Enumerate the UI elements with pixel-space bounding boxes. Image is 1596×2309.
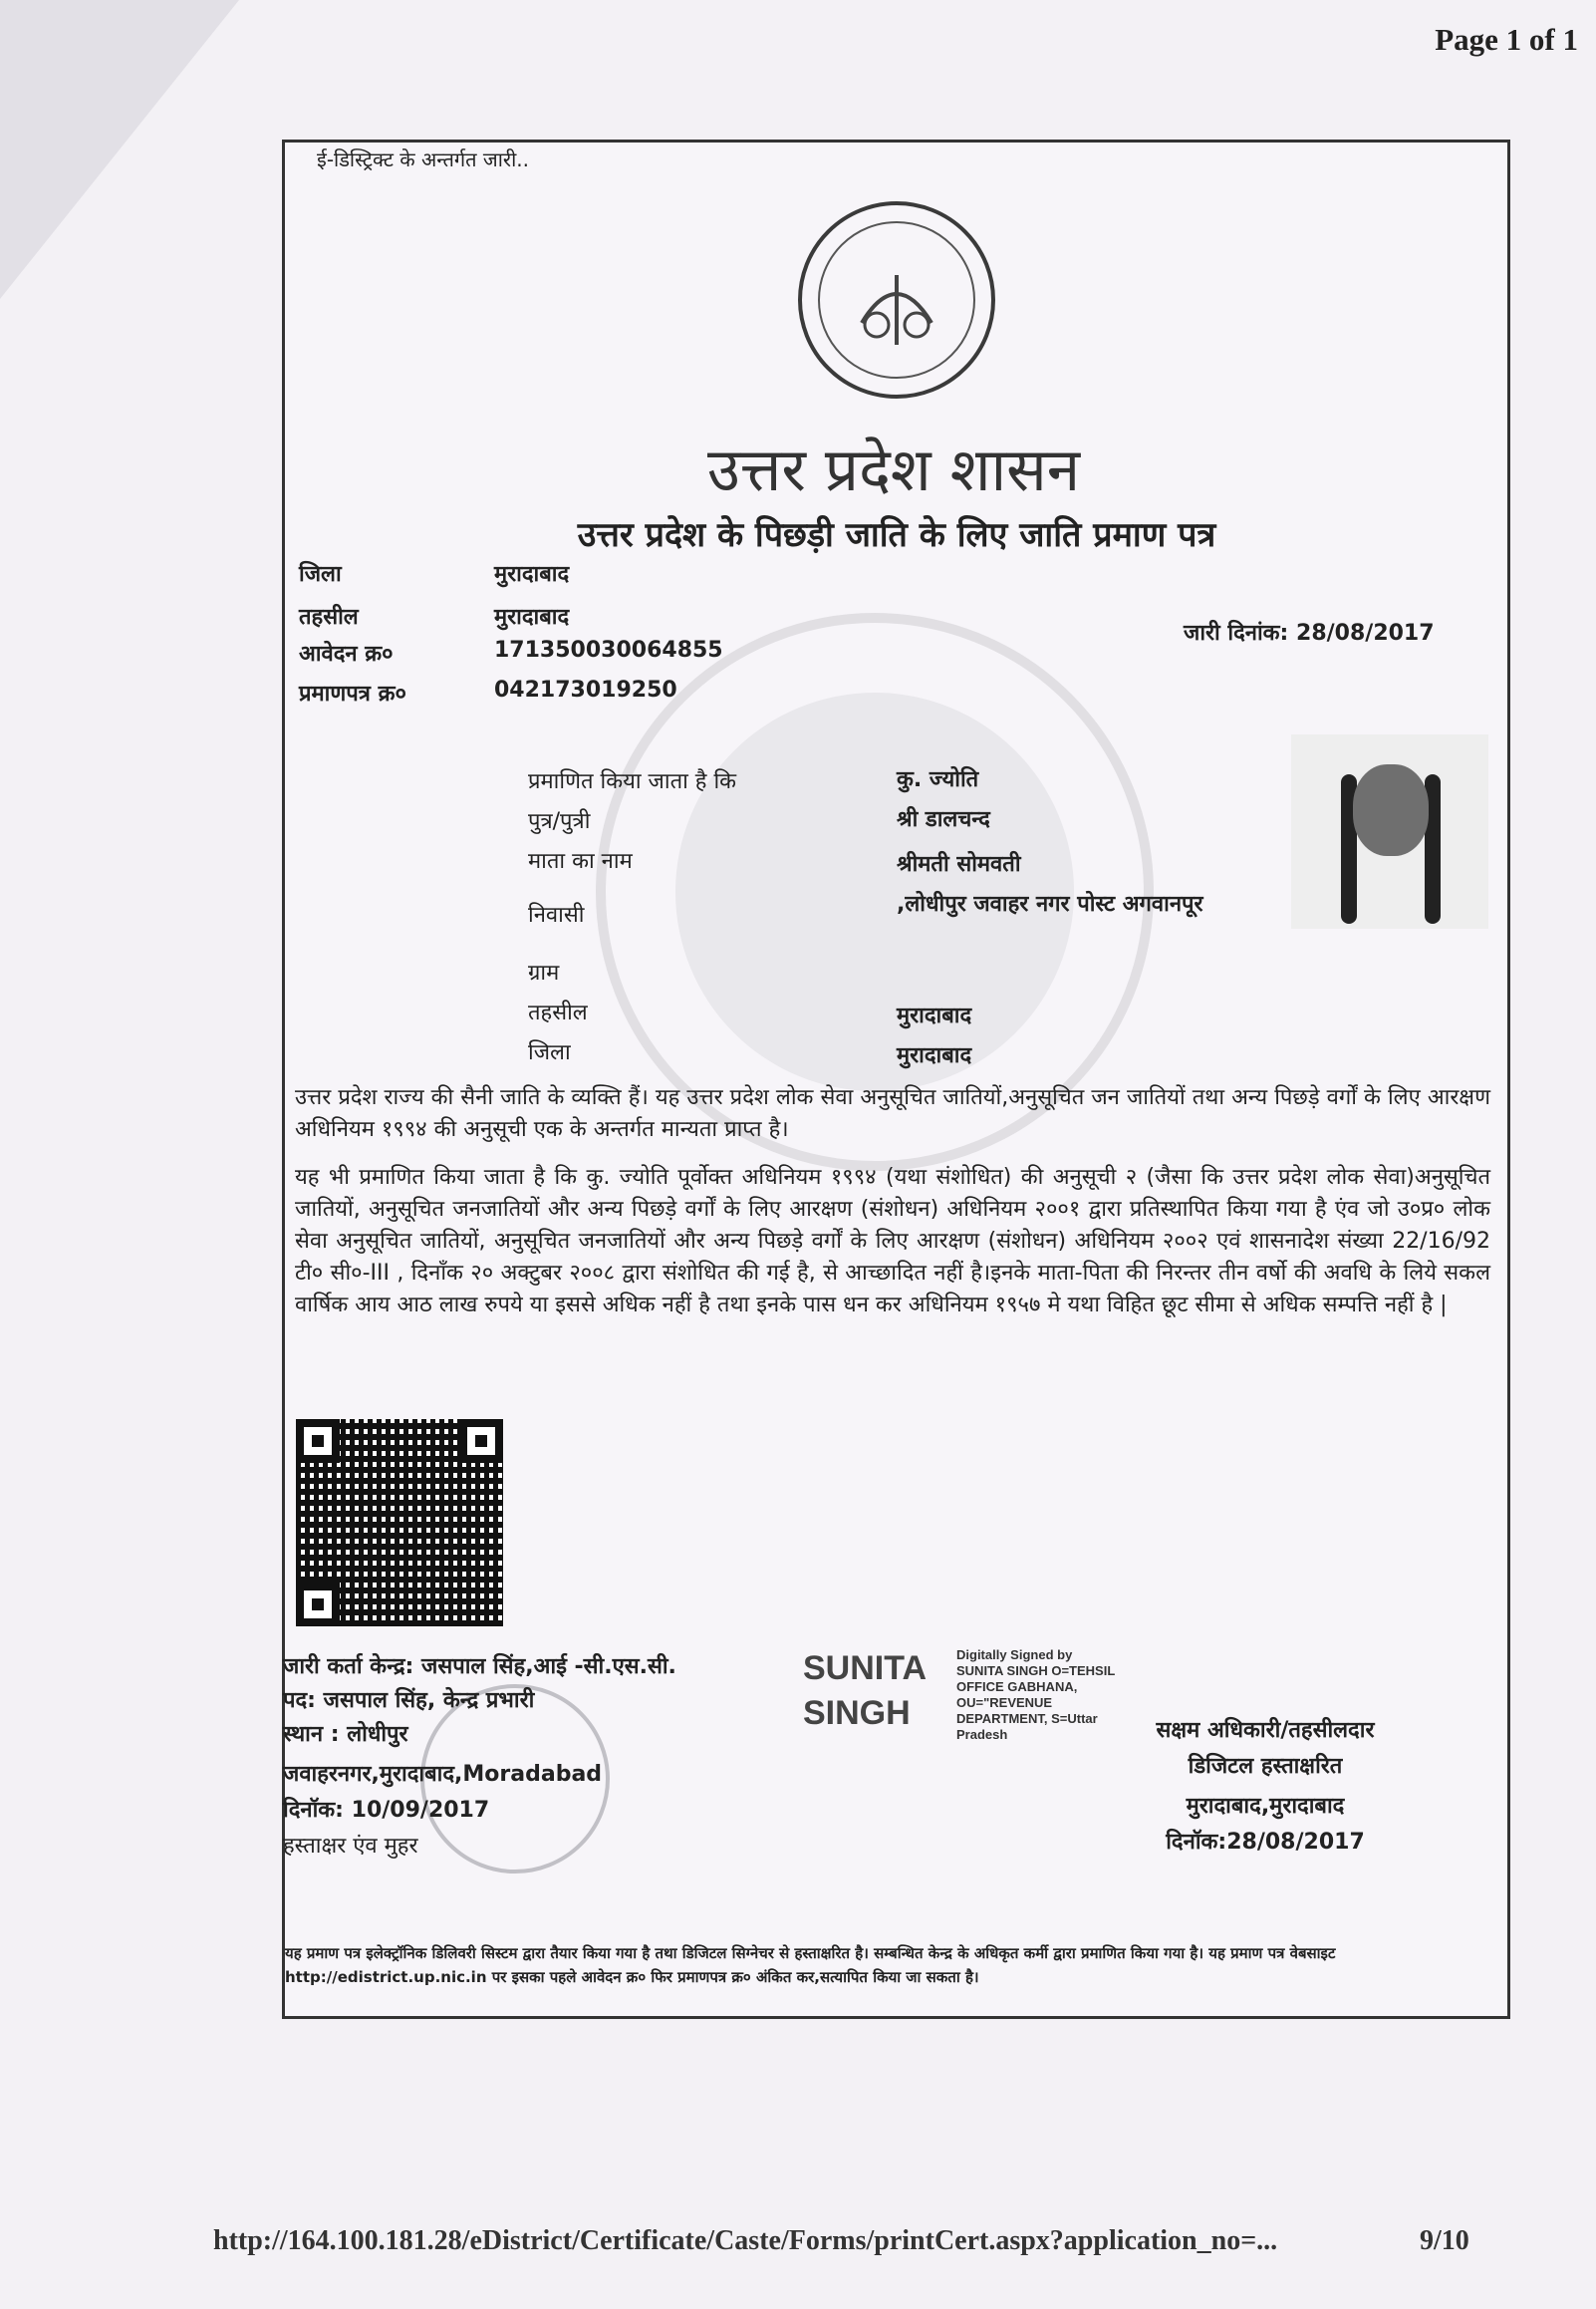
detail-label-district: जिला <box>528 1040 571 1065</box>
issuer-place: स्थान : लोधीपुर <box>283 1722 408 1747</box>
detail-value-father: श्री डालचन्द <box>897 807 990 832</box>
footer-verification-note: यह प्रमाण पत्र इलेक्ट्रॉनिक डिलिवरी सिस्टम द्वारा तैयार किया गया है तथा डिजिटल सिग्नेचर से हस्ताक्षरित है। सम्बन्धित केन्द्र के अधिकृत कर्मी द्वारा प्रमाणित किया गया है। यह प्रमाण पत्र वेबसाइट http://edistrict.up.nic.in पर इसका पहले आवेदन क्र० फिर प्रमाणपत्र क्र० अंकित कर,सत्यापित किया जा सकता है। <box>285 1944 1336 1986</box>
issuer-center: जारी कर्ता केन्द्र: जसपाल सिंह,आई -सी.एस.सी. <box>283 1654 676 1679</box>
detail-value-district: मुरादाबाद <box>897 1043 972 1068</box>
detail-value-address: ,लोधीपुर जवाहर नगर पोस्ट अगवानपूर <box>897 892 1203 917</box>
print-url: http://164.100.181.28/eDistrict/Certificate/Caste/Forms/printCert.aspx?application_no=... <box>213 2225 1278 2256</box>
authority-title: सक्षम अधिकारी/तहसीलदार <box>1156 1718 1375 1743</box>
detail-label-resident: निवासी <box>528 903 585 928</box>
issued-under-text: ई-डिस्ट्रिक्ट के अन्तर्गत जारी.. <box>317 147 529 171</box>
issuer-address: जवाहरनगर,मुरादाबाद,Moradabad <box>283 1762 603 1787</box>
issue-date: जारी दिनांक: 28/08/2017 <box>1184 621 1435 646</box>
certification-paragraph: यह भी प्रमाणित किया जाता है कि कु. ज्योति पूर्वोक्त अधिनियम १९९४ (यथा संशोधित) की अनुसूची २ (जैसा कि उत्तर प्रदेश लोक सेवा)अनुसूचित जातियों, अनुसूचित जनजातियों और अन्य पिछड़े वर्गों के लिए आरक्षण (संशोधन) अधिनियम २००१ द्वारा प्रतिस्थापित किया गया है एंव जो उ०प्र० लोक सेवा अनुसूचित जातियों, अनुसूचित जनजातियों और अन्य पिछड़े वर्गों के लिए आरक्षण (संशोधन) अधिनियम २००२ एवं शासनादेश संख्या 22/16/92 टी० सी०-III , दिनाँक २० अक्टुबर २००८ द्वारा संशोधित की गई है, से आच्छादित नहीं है।इनके माता-पिता की निरन्तर तीन वर्षो की अवधि के लिये सकल वार्षिक आय आठ लाख रुपये या इससे अधिक नहीं है तथा इनके पास धन कर अधिनियम १९५७ मे यथा विहित छूट सीमा से अधिक सम्पत्ति नहीं है | <box>295 1165 1490 1317</box>
detail-label-village: ग्राम <box>528 961 560 986</box>
meta-label-district: जिला <box>299 562 342 587</box>
detail-value-name: कु. ज्योति <box>897 767 979 792</box>
issuer-designation: पद: जसपाल सिंह, केन्द्र प्रभारी <box>283 1688 535 1713</box>
applicant-photo <box>1291 734 1488 929</box>
meta-value-certificate-no: 042173019250 <box>494 678 677 703</box>
detail-label-mother: माता का नाम <box>528 849 633 874</box>
authority-digital-signed: डिजिटल हस्ताक्षरित <box>1188 1754 1343 1779</box>
detail-value-tehsil: मुरादाबाद <box>897 1004 972 1028</box>
state-emblem-icon <box>798 201 995 399</box>
authority-date: दिनॉक:28/08/2017 <box>1166 1830 1365 1855</box>
page-number: 9/10 <box>1420 2225 1469 2256</box>
digital-signature-name-line2: SINGH <box>803 1694 911 1732</box>
meta-label-certificate-no: प्रमाणपत्र क्र० <box>299 682 406 707</box>
emblem-graphic <box>802 205 991 395</box>
meta-label-application-no: आवेदन क्र० <box>299 642 394 667</box>
meta-label-tehsil: तहसील <box>299 605 359 630</box>
digital-signature-details: Digitally Signed by SUNITA SINGH O=TEHSIL OFFICE GABHANA, OU="REVENUE DEPARTMENT, S=Uttar Pradesh <box>956 1647 1116 1742</box>
caste-paragraph: उत्तर प्रदेश राज्य की सैनी जाति के व्यक्ति हैं। यह उत्तर प्रदेश लोक सेवा अनुसूचित जातियों,अनुसूचित जन जातियों तथा अन्य पिछड़े वर्गों के लिए आरक्षण अधिनियम १९९४ की अनुसूची एक के अन्तर्गत मान्यता प्राप्त है। <box>295 1085 1490 1142</box>
digital-signature-name-line1: SUNITA <box>803 1649 928 1687</box>
detail-label-certified: प्रमाणित किया जाता है कि <box>528 769 737 794</box>
certificate-title: उत्तर प्रदेश के पिछड़ी जाति के लिए जाति प्रमाण पत्र <box>577 515 1216 555</box>
meta-value-tehsil: मुरादाबाद <box>494 605 570 630</box>
detail-label-child-of: पुत्र/पुत्री <box>528 809 591 834</box>
meta-value-district: मुरादाबाद <box>494 562 570 587</box>
detail-value-mother: श्रीमती सोमवती <box>897 852 1021 877</box>
detail-label-tehsil: तहसील <box>528 1001 588 1025</box>
issuer-date: दिनॉक: 10/09/2017 <box>283 1798 490 1823</box>
page-header: Page 1 of 1 <box>1435 22 1578 57</box>
qr-code <box>296 1419 503 1626</box>
authority-location: मुरादाबाद,मुरादाबाद <box>1186 1794 1345 1819</box>
meta-value-application-no: 171350030064855 <box>494 638 723 663</box>
signature-and-seal-label: हस्ताक्षर एंव मुहर <box>283 1834 418 1859</box>
folded-paper-corner <box>0 0 239 299</box>
government-title: उत्तर प्रदेश शासन <box>706 435 1081 505</box>
